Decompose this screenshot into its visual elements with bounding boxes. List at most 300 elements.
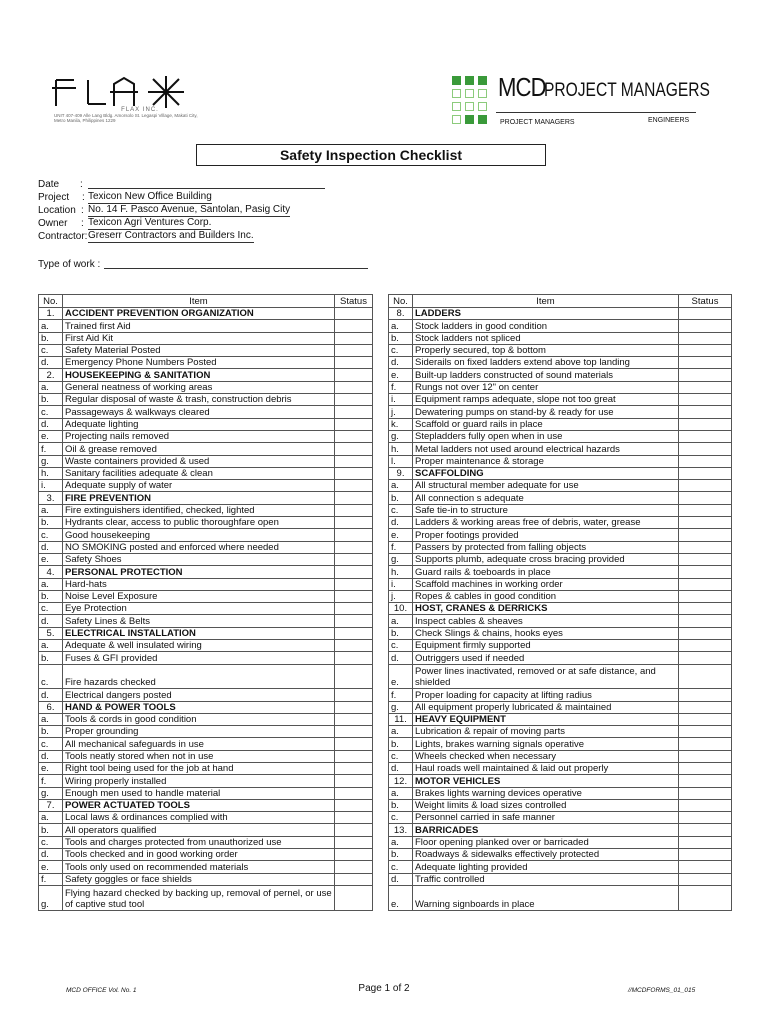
status-cell[interactable] <box>679 492 732 504</box>
section-row <box>389 824 732 836</box>
status-cell[interactable] <box>335 812 373 824</box>
row-item: Emergency Phone Numbers Posted <box>63 357 335 369</box>
grid-square <box>478 89 487 98</box>
status-cell[interactable] <box>335 455 373 467</box>
checklist-row <box>39 406 373 418</box>
row-number: g. <box>39 885 63 910</box>
status-cell[interactable] <box>679 529 732 541</box>
row-item: Tools and charges protected from unauthorized use <box>63 836 335 848</box>
status-cell[interactable] <box>679 320 732 332</box>
flax-logo <box>50 74 200 134</box>
checklist-row <box>39 726 373 738</box>
status-cell[interactable] <box>335 689 373 701</box>
contractor-value[interactable]: Greserr Contractors and Builders Inc. <box>88 230 254 241</box>
row-item: Guard rails & toeboards in place <box>413 566 679 578</box>
row-item: Lubrication & repair of moving parts <box>413 726 679 738</box>
status-cell[interactable] <box>335 541 373 553</box>
row-number: d. <box>39 615 63 627</box>
row-number: b. <box>39 824 63 836</box>
status-cell[interactable] <box>679 406 732 418</box>
checklist-row <box>389 480 732 492</box>
row-number: a. <box>389 480 413 492</box>
checklist-row <box>39 344 373 356</box>
row-number: 9. <box>389 467 413 479</box>
row-item: Sanitary facilities adequate & clean <box>63 467 335 479</box>
row-item: Wiring properly installed <box>63 775 335 787</box>
status-cell[interactable] <box>679 357 732 369</box>
status-cell[interactable] <box>335 787 373 799</box>
row-number: b. <box>389 627 413 639</box>
row-item: Good housekeeping <box>63 529 335 541</box>
checklist-row <box>389 726 732 738</box>
status-cell[interactable] <box>335 762 373 774</box>
row-item: Stepladders fully open when in use <box>413 430 679 442</box>
status-cell[interactable] <box>679 418 732 430</box>
status-cell[interactable] <box>335 406 373 418</box>
status-cell[interactable] <box>335 750 373 762</box>
status-cell[interactable] <box>679 750 732 762</box>
status-cell[interactable] <box>679 369 732 381</box>
owner-value[interactable]: Texicon Agri Ventures Corp. <box>88 217 212 228</box>
row-number: c. <box>389 812 413 824</box>
checklist-row <box>39 787 373 799</box>
row-number: h. <box>39 467 63 479</box>
status-cell[interactable] <box>679 615 732 627</box>
status-cell[interactable] <box>335 726 373 738</box>
row-number: 7. <box>39 799 63 811</box>
status-cell[interactable] <box>335 418 373 430</box>
status-cell[interactable] <box>679 553 732 565</box>
row-item: Eye Protection <box>63 603 335 615</box>
checklist-table-right <box>388 294 732 911</box>
checklist-row <box>39 664 373 689</box>
checklist-row <box>39 812 373 824</box>
row-item: Fire extinguishers identified, checked, lighted <box>63 504 335 516</box>
status-cell[interactable] <box>335 590 373 602</box>
checklist-row <box>389 566 732 578</box>
row-item: All operators qualified <box>63 824 335 836</box>
section-title: ELECTRICAL INSTALLATION <box>63 627 335 639</box>
row-item: Flying hazard checked by backing up, removal of pernel, or use of captive stud tool <box>63 885 335 910</box>
row-number: c. <box>39 344 63 356</box>
checklist-row <box>39 443 373 455</box>
row-number: d. <box>389 652 413 664</box>
row-number: g. <box>389 430 413 442</box>
status-cell[interactable] <box>679 627 732 639</box>
status-cell[interactable] <box>679 701 732 713</box>
row-number: f. <box>39 873 63 885</box>
status-cell[interactable] <box>335 394 373 406</box>
checklist-row <box>39 689 373 701</box>
checklist-row <box>39 504 373 516</box>
row-item: Right tool being used for the job at hand <box>63 762 335 774</box>
row-item: General neatness of working areas <box>63 381 335 393</box>
project-value[interactable]: Texicon New Office Building <box>88 191 212 202</box>
status-cell[interactable] <box>679 394 732 406</box>
status-cell[interactable] <box>335 615 373 627</box>
row-item: Electrical dangers posted <box>63 689 335 701</box>
row-number: g. <box>39 787 63 799</box>
row-item: Ladders & working areas free of debris, water, grease <box>413 517 679 529</box>
checklist-row <box>39 603 373 615</box>
footer-left: MCD OFFICE Vol. No. 1 <box>66 987 137 994</box>
checklist-row <box>39 738 373 750</box>
checklist-row <box>39 332 373 344</box>
status-cell[interactable] <box>679 430 732 442</box>
status-cell[interactable] <box>335 664 373 689</box>
grid-square <box>465 102 474 111</box>
row-number: c. <box>39 406 63 418</box>
row-number: a. <box>39 320 63 332</box>
row-number: e. <box>39 430 63 442</box>
row-item: Power lines inactivated, removed or at safe distance, and shielded <box>413 664 679 689</box>
status-cell[interactable] <box>335 775 373 787</box>
row-number: d. <box>389 357 413 369</box>
status-cell[interactable] <box>679 566 732 578</box>
row-item: Local laws & ordinances complied with <box>63 812 335 824</box>
status-cell[interactable] <box>335 627 373 639</box>
row-number: b. <box>389 738 413 750</box>
section-title: POWER ACTUATED TOOLS <box>63 799 335 811</box>
row-number: i. <box>389 578 413 590</box>
status-cell[interactable] <box>335 566 373 578</box>
status-cell[interactable] <box>679 849 732 861</box>
checklist-row <box>39 517 373 529</box>
row-number: j. <box>389 406 413 418</box>
row-item: Equipment firmly supported <box>413 640 679 652</box>
grid-square <box>452 76 461 85</box>
status-cell[interactable] <box>335 861 373 873</box>
row-number: 13. <box>389 824 413 836</box>
checklist-row <box>39 750 373 762</box>
location-value[interactable]: No. 14 F. Pasco Avenue, Santolan, Pasig City <box>88 204 291 215</box>
row-item: Trained first Aid <box>63 320 335 332</box>
checklist-table-left <box>38 294 373 911</box>
status-cell[interactable] <box>679 467 732 479</box>
mcd-grid-icon <box>452 76 490 130</box>
status-cell[interactable] <box>679 836 732 848</box>
header-no: No. <box>39 295 63 308</box>
status-cell[interactable] <box>335 369 373 381</box>
status-cell[interactable] <box>679 726 732 738</box>
checklist-row <box>389 787 732 799</box>
status-cell[interactable] <box>679 873 732 885</box>
status-cell[interactable] <box>679 504 732 516</box>
status-cell[interactable] <box>679 861 732 873</box>
status-cell[interactable] <box>335 824 373 836</box>
row-item: Safe tie-in to structure <box>413 504 679 516</box>
row-number: b. <box>389 492 413 504</box>
checklist-row <box>389 517 732 529</box>
status-cell[interactable] <box>679 640 732 652</box>
row-number: d. <box>39 689 63 701</box>
row-item: Brakes lights warning devices operative <box>413 787 679 799</box>
status-cell[interactable] <box>679 762 732 774</box>
row-number: d. <box>389 873 413 885</box>
status-cell[interactable] <box>335 480 373 492</box>
section-title: LADDERS <box>413 308 679 320</box>
checklist-row <box>39 885 373 910</box>
row-item: All connection s adequate <box>413 492 679 504</box>
row-item: All equipment properly lubricated & maintained <box>413 701 679 713</box>
row-number: a. <box>39 578 63 590</box>
mcd-sub-left: PROJECT MANAGERS <box>500 119 575 126</box>
checklist-row <box>39 529 373 541</box>
checklist-row <box>39 713 373 725</box>
status-cell[interactable] <box>335 553 373 565</box>
checklist-row <box>39 541 373 553</box>
grid-square <box>465 89 474 98</box>
row-number: b. <box>389 799 413 811</box>
row-number: f. <box>389 381 413 393</box>
row-item: Weight limits & load sizes controlled <box>413 799 679 811</box>
row-number: 11. <box>389 713 413 725</box>
section-title: HOUSEKEEPING & SANITATION <box>63 369 335 381</box>
row-number: a. <box>389 615 413 627</box>
section-row <box>39 492 373 504</box>
status-cell[interactable] <box>679 738 732 750</box>
row-item: Safety Material Posted <box>63 344 335 356</box>
checklist-row <box>389 320 732 332</box>
section-row <box>39 566 373 578</box>
checklist-row <box>39 762 373 774</box>
row-number: a. <box>39 640 63 652</box>
grid-square <box>478 115 487 124</box>
status-cell[interactable] <box>679 664 732 689</box>
row-number: f. <box>39 443 63 455</box>
checklist-row <box>39 590 373 602</box>
status-cell[interactable] <box>679 652 732 664</box>
status-cell[interactable] <box>679 308 732 320</box>
row-item: Fire hazards checked <box>63 664 335 689</box>
row-number: 4. <box>39 566 63 578</box>
row-number: c. <box>389 750 413 762</box>
row-item: Proper footings provided <box>413 529 679 541</box>
status-cell[interactable] <box>335 799 373 811</box>
section-row <box>389 775 732 787</box>
status-cell[interactable] <box>335 308 373 320</box>
date-label: Date <box>38 179 60 190</box>
row-item: Scaffold or guard rails in place <box>413 418 679 430</box>
status-cell[interactable] <box>335 467 373 479</box>
row-item: Dewatering pumps on stand-by & ready for use <box>413 406 679 418</box>
section-row <box>39 627 373 639</box>
row-number: j. <box>389 590 413 602</box>
section-title: FIRE PREVENTION <box>63 492 335 504</box>
row-item: Adequate & well insulated wiring <box>63 640 335 652</box>
status-cell[interactable] <box>335 381 373 393</box>
header-status: Status <box>335 295 373 308</box>
section-row <box>389 308 732 320</box>
row-item: Traffic controlled <box>413 873 679 885</box>
status-cell[interactable] <box>679 455 732 467</box>
checklist-row <box>389 332 732 344</box>
row-item: Safety Shoes <box>63 553 335 565</box>
row-item: Tools checked and in good working order <box>63 849 335 861</box>
checklist-row <box>389 701 732 713</box>
checklist-row <box>389 492 732 504</box>
status-cell[interactable] <box>335 443 373 455</box>
status-cell[interactable] <box>335 332 373 344</box>
row-item: Proper grounding <box>63 726 335 738</box>
status-cell[interactable] <box>679 603 732 615</box>
checklist-row <box>39 836 373 848</box>
status-cell[interactable] <box>679 689 732 701</box>
status-cell[interactable] <box>335 517 373 529</box>
location-label: Location <box>38 205 76 216</box>
checklist-row <box>389 885 732 910</box>
row-item: Passers by protected from falling objects <box>413 541 679 553</box>
row-item: Adequate lighting provided <box>413 861 679 873</box>
type-of-work-field[interactable] <box>104 258 368 269</box>
row-item: Properly secured, top & bottom <box>413 344 679 356</box>
status-cell[interactable] <box>335 836 373 848</box>
status-cell[interactable] <box>679 381 732 393</box>
checklist-row <box>389 394 732 406</box>
row-item: NO SMOKING posted and enforced where needed <box>63 541 335 553</box>
row-item: All mechanical safeguards in use <box>63 738 335 750</box>
grid-square <box>465 115 474 124</box>
row-item: Safety Lines & Belts <box>63 615 335 627</box>
status-cell[interactable] <box>335 701 373 713</box>
row-number: g. <box>389 701 413 713</box>
row-number: 12. <box>389 775 413 787</box>
row-number: c. <box>389 344 413 356</box>
status-cell[interactable] <box>679 332 732 344</box>
row-number: b. <box>39 394 63 406</box>
row-number: 8. <box>389 308 413 320</box>
status-cell[interactable] <box>335 578 373 590</box>
checklist-row <box>389 812 732 824</box>
checklist-row <box>39 480 373 492</box>
row-number: e. <box>389 664 413 689</box>
section-row <box>39 799 373 811</box>
status-cell[interactable] <box>679 812 732 824</box>
status-cell[interactable] <box>335 504 373 516</box>
status-cell[interactable] <box>335 603 373 615</box>
row-number: c. <box>389 640 413 652</box>
status-cell[interactable] <box>679 480 732 492</box>
row-number: b. <box>389 332 413 344</box>
row-number: e. <box>389 885 413 910</box>
status-cell[interactable] <box>679 824 732 836</box>
grid-square <box>465 76 474 85</box>
row-number: b. <box>39 332 63 344</box>
checklist-row <box>39 357 373 369</box>
status-cell[interactable] <box>679 799 732 811</box>
row-number: c. <box>389 504 413 516</box>
row-number: b. <box>39 726 63 738</box>
status-cell[interactable] <box>335 652 373 664</box>
row-item: Waste containers provided & used <box>63 455 335 467</box>
row-item: Hard-hats <box>63 578 335 590</box>
status-cell[interactable] <box>335 873 373 885</box>
status-cell[interactable] <box>679 443 732 455</box>
status-cell[interactable] <box>335 885 373 910</box>
row-number: e. <box>39 861 63 873</box>
row-item: Adequate supply of water <box>63 480 335 492</box>
row-number: g. <box>39 455 63 467</box>
section-row <box>39 308 373 320</box>
row-item: Safety goggles or face shields <box>63 873 335 885</box>
date-field[interactable] <box>88 178 325 189</box>
checklist-row <box>39 861 373 873</box>
row-number: 5. <box>39 627 63 639</box>
section-row <box>389 467 732 479</box>
row-item: Lights, brakes warning signals operative <box>413 738 679 750</box>
row-item: Stock ladders in good condition <box>413 320 679 332</box>
row-item: Built-up ladders constructed of sound materials <box>413 369 679 381</box>
status-cell[interactable] <box>335 492 373 504</box>
row-item: Regular disposal of waste & trash, construction debris <box>63 394 335 406</box>
row-number: b. <box>39 652 63 664</box>
row-item: All structural member adequate for use <box>413 480 679 492</box>
status-cell[interactable] <box>335 529 373 541</box>
section-title: PERSONAL PROTECTION <box>63 566 335 578</box>
status-cell[interactable] <box>335 357 373 369</box>
section-title: HOST, CRANES & DERRICKS <box>413 603 679 615</box>
checklist-row <box>389 750 732 762</box>
row-item: Adequate lighting <box>63 418 335 430</box>
section-row <box>389 603 732 615</box>
status-cell[interactable] <box>679 787 732 799</box>
status-cell[interactable] <box>335 344 373 356</box>
checklist-row <box>39 553 373 565</box>
status-cell[interactable] <box>335 430 373 442</box>
row-number: h. <box>389 566 413 578</box>
status-cell[interactable] <box>679 541 732 553</box>
header-item: Item <box>63 295 335 308</box>
checklist-row <box>389 430 732 442</box>
status-cell[interactable] <box>335 738 373 750</box>
status-cell[interactable] <box>335 713 373 725</box>
project-label: Project <box>38 192 70 203</box>
grid-square <box>478 76 487 85</box>
checklist-row <box>389 615 732 627</box>
checklist-row <box>39 849 373 861</box>
contractor-label: Contractor: <box>38 231 88 242</box>
checklist-row <box>389 652 732 664</box>
row-item: Stock ladders not spliced <box>413 332 679 344</box>
status-cell[interactable] <box>335 849 373 861</box>
status-cell[interactable] <box>679 578 732 590</box>
row-number: d. <box>39 849 63 861</box>
section-title: HAND & POWER TOOLS <box>63 701 335 713</box>
row-item: Passageways & walkways cleared <box>63 406 335 418</box>
status-cell[interactable] <box>335 320 373 332</box>
status-cell[interactable] <box>679 517 732 529</box>
checklist-row <box>39 615 373 627</box>
row-number: c. <box>389 861 413 873</box>
status-cell[interactable] <box>679 713 732 725</box>
status-cell[interactable] <box>679 885 732 910</box>
status-cell[interactable] <box>679 775 732 787</box>
status-cell[interactable] <box>679 344 732 356</box>
grid-square <box>452 102 461 111</box>
checklist-row <box>389 849 732 861</box>
form-title: Safety Inspection Checklist <box>196 144 546 166</box>
row-number: a. <box>389 320 413 332</box>
row-item: Proper maintenance & storage <box>413 455 679 467</box>
checklist-row <box>39 455 373 467</box>
row-item: Tools & cords in good condition <box>63 713 335 725</box>
row-number: f. <box>389 541 413 553</box>
row-number: b. <box>39 517 63 529</box>
row-item: Floor opening planked over or barricaded <box>413 836 679 848</box>
status-cell[interactable] <box>335 640 373 652</box>
status-cell[interactable] <box>679 590 732 602</box>
checklist-row <box>389 369 732 381</box>
